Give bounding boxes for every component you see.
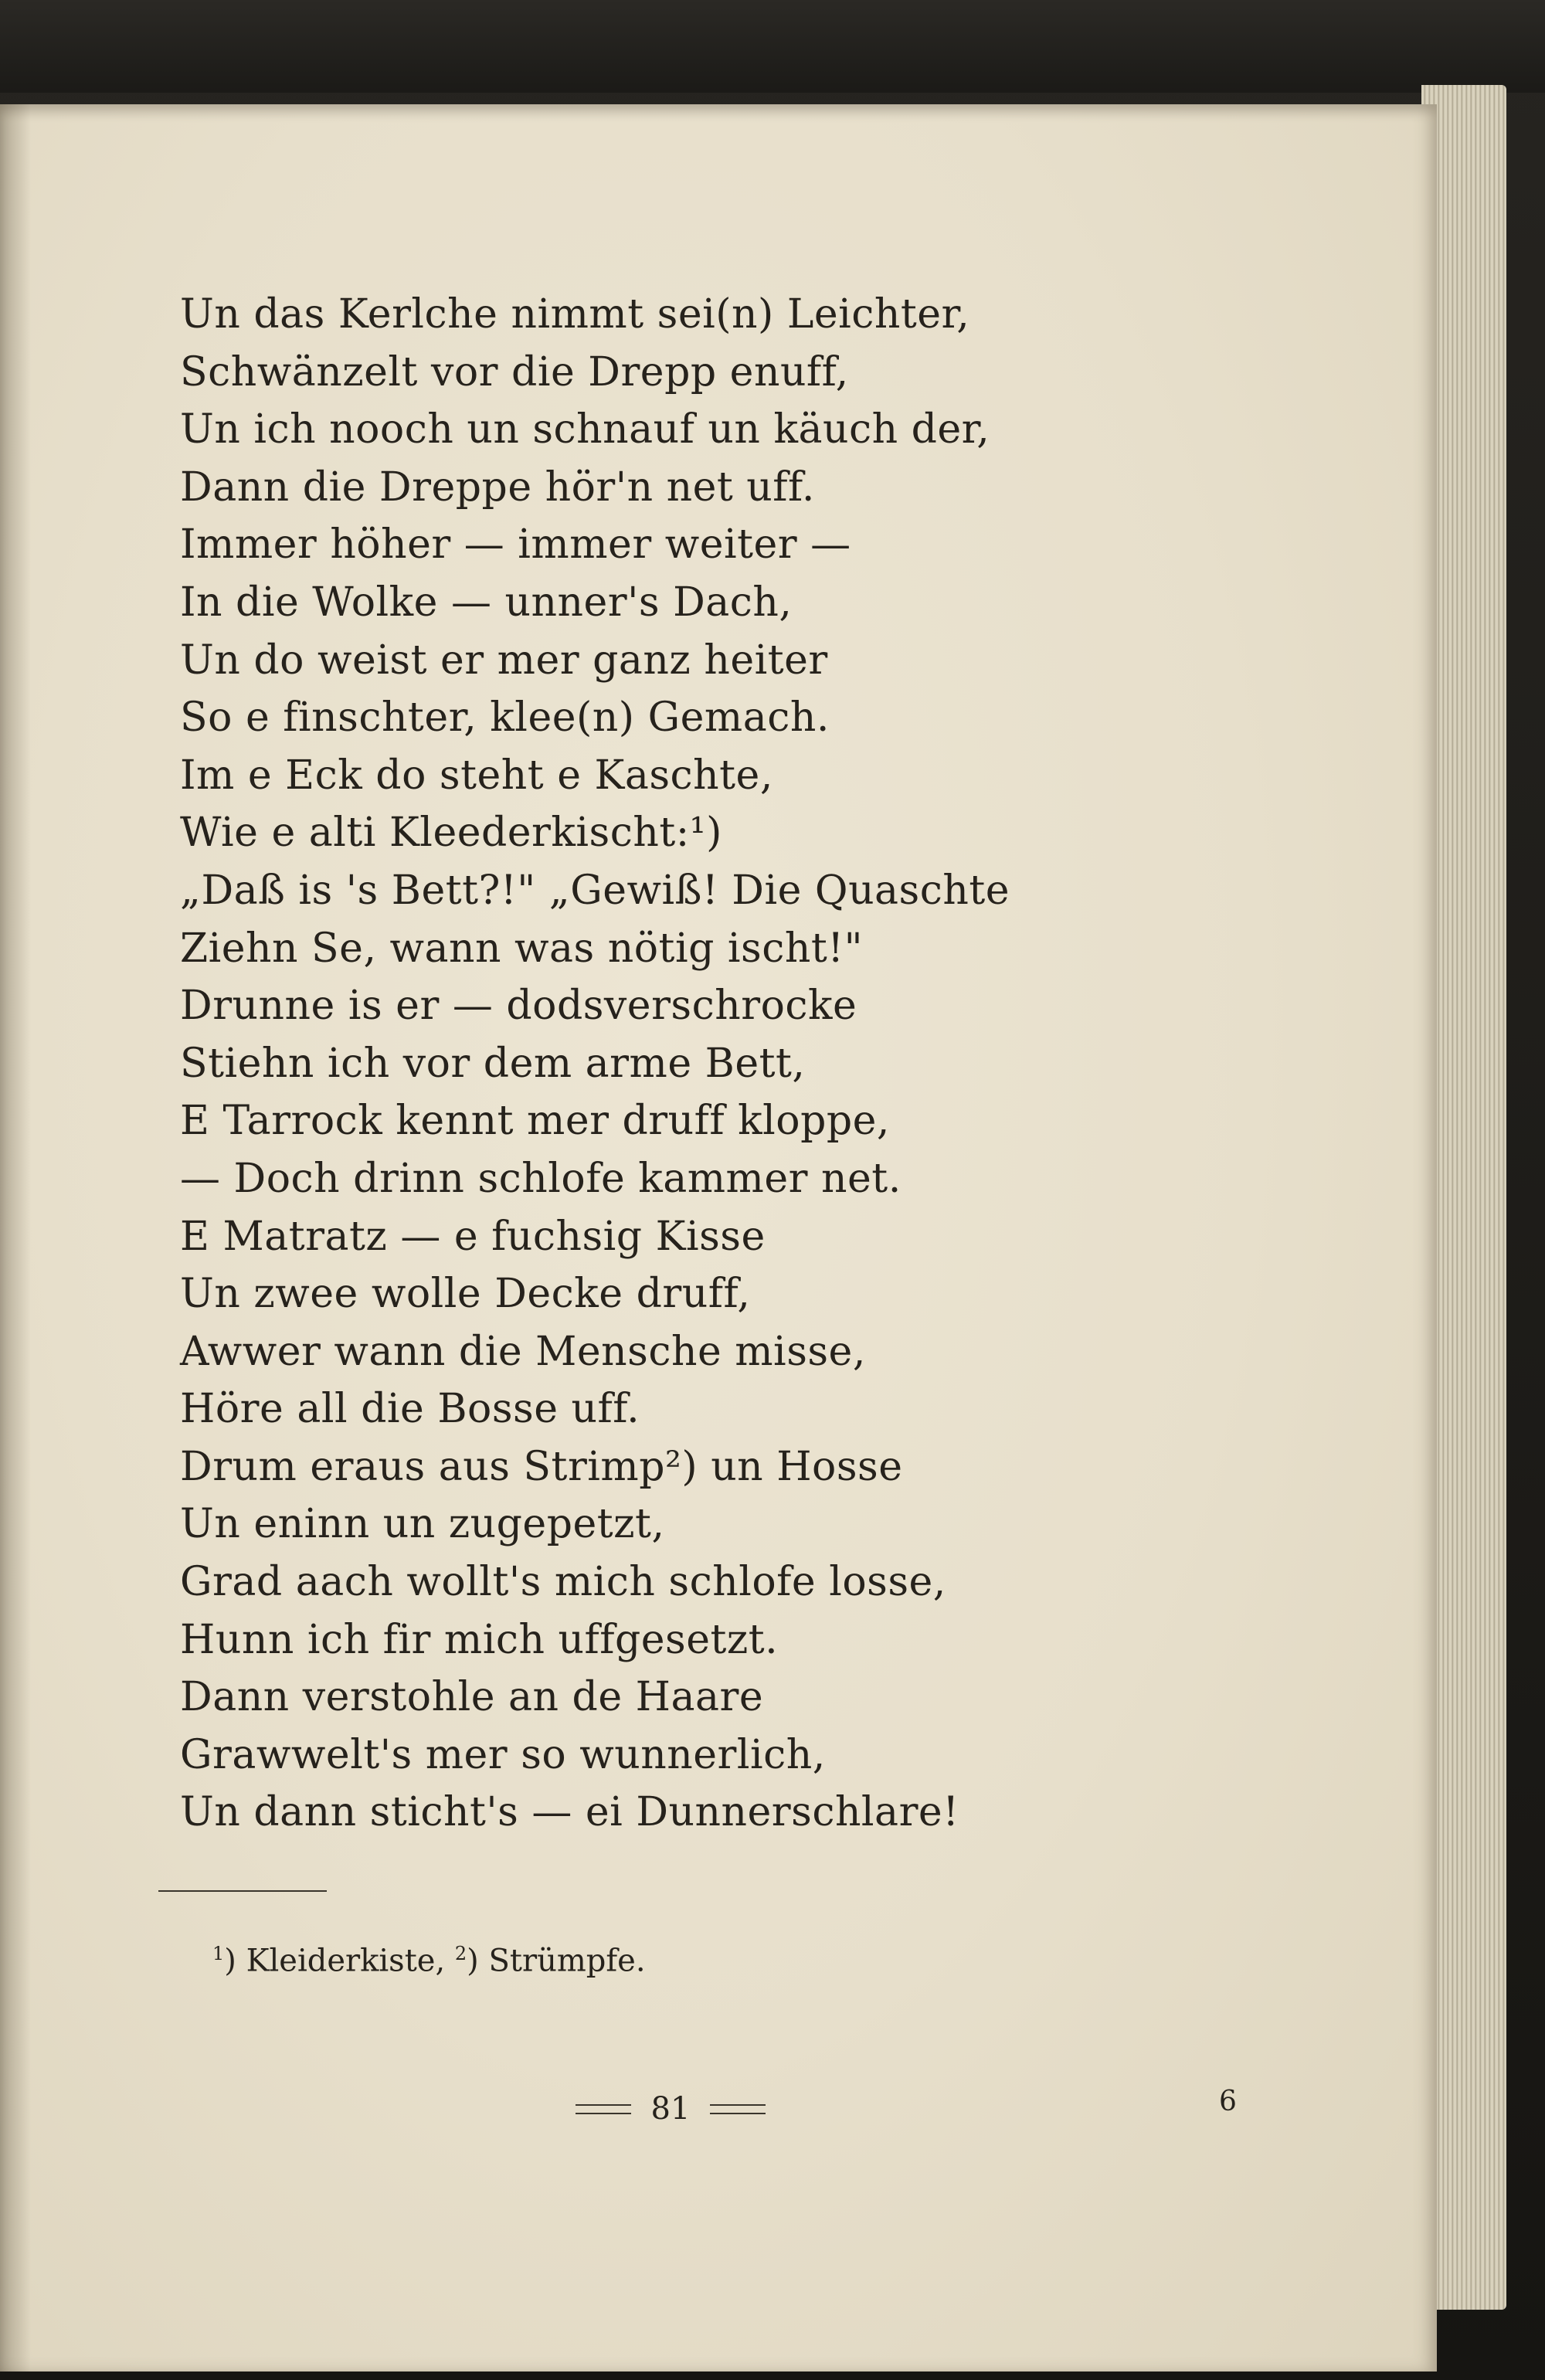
page-number-rule-left	[576, 2104, 631, 2114]
poem-line: Grawwelt's mer so wunnerlich,	[180, 1731, 826, 1778]
poem-line: Grad aach wollt's mich schlofe losse,	[180, 1559, 946, 1606]
poem-line: Un dann sticht's — ei Dunnerschlare!	[180, 1789, 959, 1836]
poem-line: E Matratz — e fuchsig Kisse	[180, 1213, 766, 1260]
poem-line: Wie e alti Kleederkischt:¹)	[180, 810, 722, 857]
footnote-1: ) Kleiderkiste,	[224, 1943, 455, 1979]
poem-line: Un eninn un zugepetzt,	[180, 1501, 665, 1548]
poem-line: „Daß is 's Bett?!" „Gewiß! Die Quaschte	[180, 867, 1010, 914]
poem-line: Stiehn ich vor dem arme Bett,	[180, 1040, 806, 1087]
poem-line: In die Wolke — unner's Dach,	[180, 579, 793, 626]
poem-line: So e finschter, klee(n) Gemach.	[180, 694, 830, 742]
poem-text	[180, 286, 1184, 1842]
footnote-2: ) Strümpfe.	[467, 1943, 646, 1979]
poem-line: Dann verstohle an de Haare	[180, 1674, 764, 1721]
poem-line: Drunne is er — dodsverschrocke	[180, 983, 857, 1030]
poem-line: Höre all die Bosse uff.	[180, 1386, 640, 1433]
poem-line: Schwänzelt vor die Drepp enuff,	[180, 348, 849, 396]
footnote-rule	[158, 1890, 327, 1892]
poem-line: Dann die Dreppe hör'n net uff.	[180, 463, 815, 511]
poem-line: Awwer wann die Mensche misse,	[180, 1328, 866, 1375]
poem-line: Hunn ich fir mich uffgesetzt.	[180, 1616, 779, 1663]
page-number-row	[547, 2086, 794, 2132]
poem-line: Un do weist er mer ganz heiter	[180, 637, 828, 684]
gutter-shadow	[0, 104, 31, 2372]
poem-line: Un ich nooch un schnauf un käuch der,	[180, 406, 990, 453]
poem-line: Un das Kerlche nimmt sei(n) Leichter,	[180, 291, 970, 338]
poem-line: Im e Eck do steht e Kaschte,	[180, 752, 773, 799]
footnotes	[212, 1943, 646, 1978]
page-number: 81	[650, 2091, 691, 2127]
footnote-mark-2: 2	[454, 1943, 467, 1964]
poem-line: E Tarrock kennt mer druff kloppe,	[180, 1098, 890, 1145]
page-number-rule-right	[710, 2104, 766, 2114]
poem-line: Immer höher — immer weiter —	[180, 521, 851, 569]
book-cover	[0, 0, 1545, 93]
poem-line: — Doch drinn schlofe kammer net.	[180, 1155, 902, 1202]
footnote-mark-1: 1	[212, 1943, 225, 1964]
poem-line: Un zwee wolle Decke druff,	[180, 1271, 751, 1318]
poem-line: Drum eraus aus Strimp²) un Hosse	[180, 1443, 903, 1490]
poem-line: Ziehn Se, wann was nötig ischt!"	[180, 925, 864, 972]
signature-mark: 6	[1219, 2086, 1237, 2117]
